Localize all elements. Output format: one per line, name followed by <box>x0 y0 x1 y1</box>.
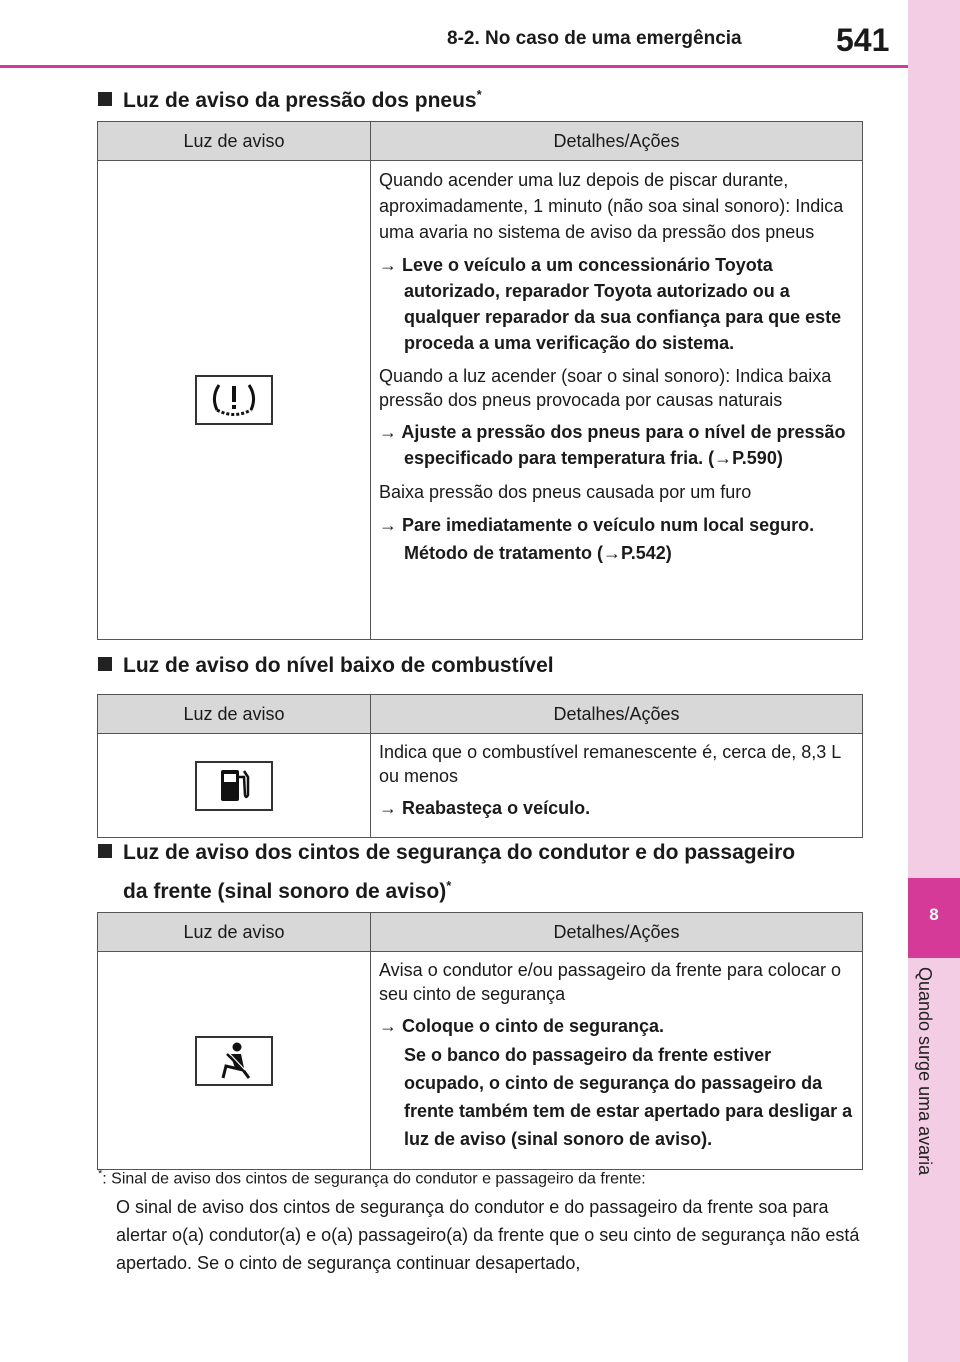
bullet-square-icon <box>98 657 112 671</box>
detail-text: Baixa pressão dos pneus causada por um furo <box>379 482 752 502</box>
tire-pressure-icon <box>195 375 273 425</box>
action-text: → Reabasteça o veículo. <box>379 798 591 818</box>
details-cell <box>371 161 863 640</box>
section-heading-seat-belt: Luz de aviso dos cintos de segurança do condutor e do passageiro da frente (sinal sonoro de aviso)* <box>98 836 795 908</box>
col-header-warning-light: Luz de aviso <box>98 122 371 161</box>
action-text-continued: Método de tratamento (→P.542) <box>404 543 672 563</box>
tire-pressure-table <box>97 121 863 640</box>
action-text: → Coloque o cinto de segurança. <box>379 1016 665 1036</box>
chapter-number: 8 <box>929 905 939 924</box>
seat-belt-icon <box>195 1036 273 1086</box>
icon-cell <box>98 952 371 1170</box>
col-header-details: Detalhes/Ações <box>371 122 863 161</box>
action-text: → Ajuste a pressão dos pneus para o nível de pressão especificado para temperatura fria. (→P.590) <box>379 422 846 468</box>
action-text: → Pare imediatamente o veículo num local seguro. <box>379 515 815 535</box>
section-title: 8-2. No caso de uma emergência <box>447 28 742 49</box>
col-header-details: Detalhes/Ações <box>371 695 863 734</box>
fuel-pump-icon <box>195 761 273 811</box>
section-heading-tire-pressure: Luz de aviso da pressão dos pneus* <box>98 78 482 117</box>
detail-text: Avisa o condutor e/ou passageiro da frente para colocar o seu cinto de segurança <box>379 960 841 1004</box>
action-text: → Leve o veículo a um concessionário Toyota autorizado, reparador Toyota autorizado ou a qualquer reparador da sua confiança para que este proceda a uma verificação do sistema. <box>379 255 842 353</box>
side-tab-background <box>908 0 960 878</box>
details-cell <box>371 734 863 838</box>
detail-text: Quando a luz acender (soar o sinal sonoro): Indica baixa pressão dos pneus provocada por causas naturais <box>379 366 832 410</box>
icon-cell <box>98 161 371 640</box>
section-heading-low-fuel: Luz de aviso do nível baixo de combustível <box>98 649 554 682</box>
bullet-square-icon <box>98 92 112 106</box>
bullet-square-icon <box>98 844 112 858</box>
seat-belt-table <box>97 912 863 1170</box>
footnote-body: O sinal de aviso dos cintos de segurança do condutor e do passageiro da frente soa para alertar o(a) condutor(a) e o(a) passageiro(a) da frente que o seu cinto de segurança não está apertado. Se o cinto de segurança continuar desapertado, <box>116 1197 860 1274</box>
icon-cell <box>98 734 371 838</box>
col-header-details: Detalhes/Ações <box>371 913 863 952</box>
header-rule <box>0 65 908 68</box>
footnote: *: Sinal de aviso dos cintos de segurança do condutor e passageiro da frente: O sinal de aviso dos cintos de segurança do condutor e do passageiro da frente soa para alertar o(a) condutor(a) e o(a) passageiro(a) da frente que o seu cinto de segurança não está apertado. Se o cinto de segurança continuar desapertado, <box>98 1160 878 1277</box>
col-header-warning-light: Luz de aviso <box>98 695 371 734</box>
col-header-warning-light: Luz de aviso <box>98 913 371 952</box>
details-cell <box>371 952 863 1170</box>
low-fuel-table <box>97 694 863 838</box>
page-number: 541 <box>836 22 890 58</box>
detail-text: Indica que o combustível remanescente é, cerca de, 8,3 L ou menos <box>379 742 841 786</box>
detail-text: Quando acender uma luz depois de piscar durante, aproximadamente, 1 minuto (não soa sinal sonoro): Indica uma avaria no sistema de aviso da pressão dos pneus <box>379 170 844 242</box>
action-text-continued: Se o banco do passageiro da frente estiver ocupado, o cinto de segurança do passageiro da frente também tem de estar apertado para desligar a luz de aviso (sinal sonoro de aviso). <box>404 1045 853 1149</box>
chapter-label: Quando surge uma avaria <box>915 967 935 1176</box>
